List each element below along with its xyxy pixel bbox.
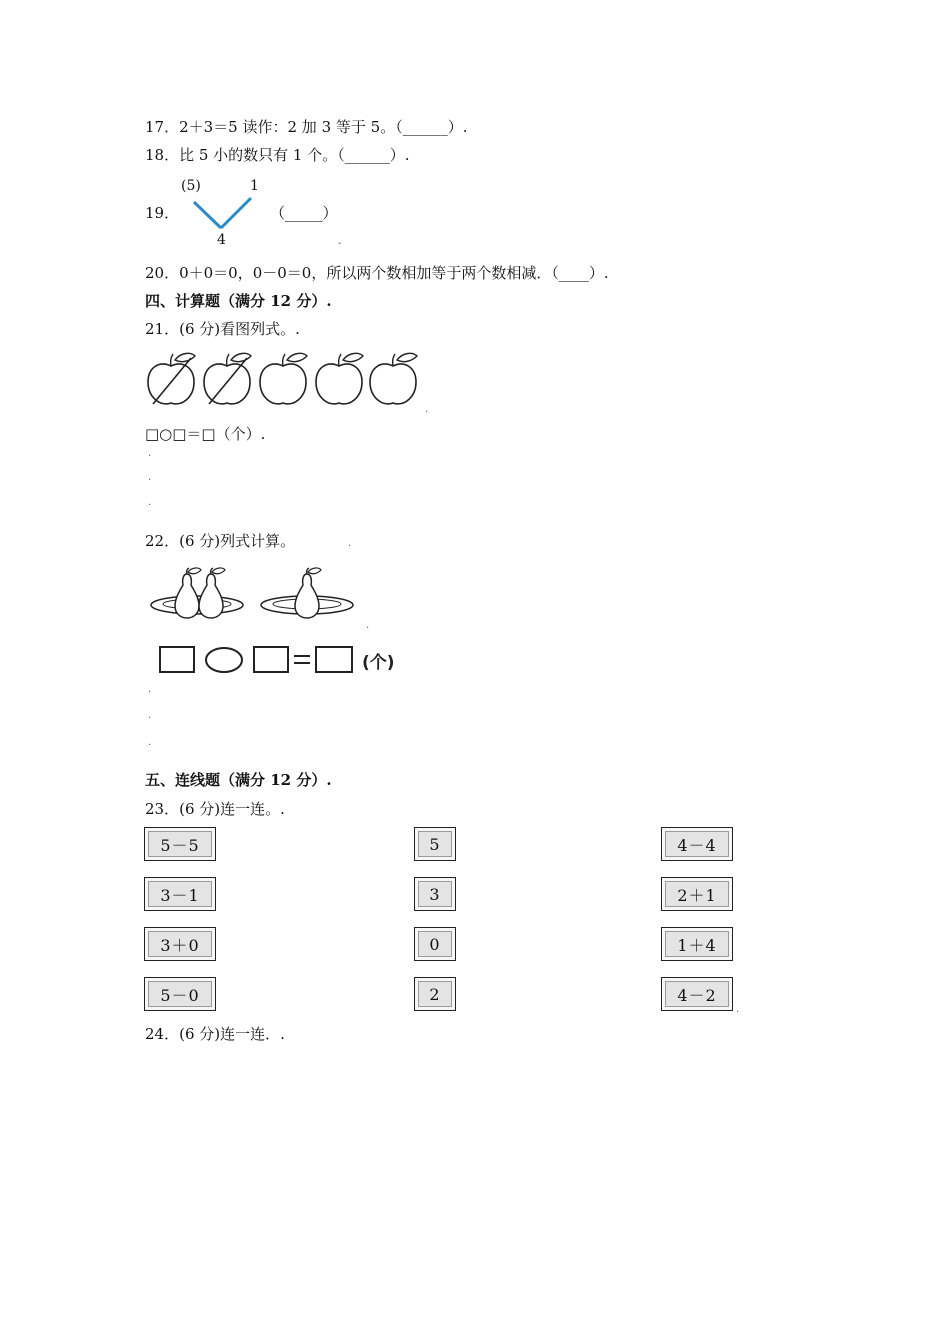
question-19-blank: （_____） <box>270 204 338 222</box>
split-bottom-label: 4 <box>217 232 226 248</box>
card-middle-2[interactable]: 3 <box>414 877 456 911</box>
split-right-label: 1 <box>250 178 259 194</box>
card-left-2[interactable]: 3－1 <box>144 877 216 911</box>
question-23: 23．(6 分)连一连。. <box>145 800 285 818</box>
pear-icon <box>199 568 225 618</box>
split-line-left <box>194 202 221 228</box>
card-right-2[interactable]: 2＋1 <box>661 877 733 911</box>
card-middle-4[interactable]: 2 <box>414 977 456 1011</box>
question-20: 20．0＋0＝0，0－0＝0，所以两个数相加等于两个数相减．（____）. <box>145 264 609 282</box>
unit-label: (个) <box>362 653 395 673</box>
apple-icon <box>370 353 417 404</box>
section-5-heading: 五、连线题（满分 12 分）. <box>145 771 332 789</box>
card-right-4[interactable]: 4－2 <box>661 977 733 1011</box>
question-17: 17．2＋3＝5 读作：2 加 3 等于 5。（______）. <box>145 118 468 136</box>
card-left-3[interactable]: 3＋0 <box>144 927 216 961</box>
answer-box <box>160 647 194 672</box>
split-top-label: (5) <box>181 178 201 194</box>
card-left-4[interactable]: 5－0 <box>144 977 216 1011</box>
apple-icon <box>260 353 307 404</box>
apple-icon <box>316 353 363 404</box>
pears-on-plates-figure <box>150 562 360 624</box>
section-4-heading: 四、计算题（满分 12 分）. <box>145 292 332 310</box>
card-right-3[interactable]: 1＋4 <box>661 927 733 961</box>
apple-icon <box>148 353 195 404</box>
number-split-diagram <box>178 174 268 248</box>
question-21: 21．(6 分)看图列式。. <box>145 320 300 338</box>
question-18: 18．比 5 小的数只有 1 个。（______）. <box>145 146 410 164</box>
question-24: 24．(6 分)连一连．. <box>145 1025 285 1043</box>
question-22: 22．(6 分)列式计算。 <box>145 532 296 550</box>
card-left-1[interactable]: 5－5 <box>144 827 216 861</box>
question-21-formula: □○□＝□（个）. <box>145 425 266 443</box>
card-right-1[interactable]: 4－4 <box>661 827 733 861</box>
card-middle-1[interactable]: 5 <box>414 827 456 861</box>
pear-icon <box>295 568 321 618</box>
pear-icon <box>175 568 201 618</box>
apples-figure <box>145 352 430 412</box>
split-line-right <box>221 198 251 228</box>
answer-box <box>254 647 288 672</box>
plate-right <box>261 568 353 618</box>
card-middle-3[interactable]: 0 <box>414 927 456 961</box>
answer-box <box>316 647 352 672</box>
operator-circle <box>206 648 242 672</box>
apple-icon <box>204 353 251 404</box>
plate-left <box>151 568 243 618</box>
question-19-number: 19． <box>145 204 180 222</box>
formula-boxes <box>158 644 410 678</box>
